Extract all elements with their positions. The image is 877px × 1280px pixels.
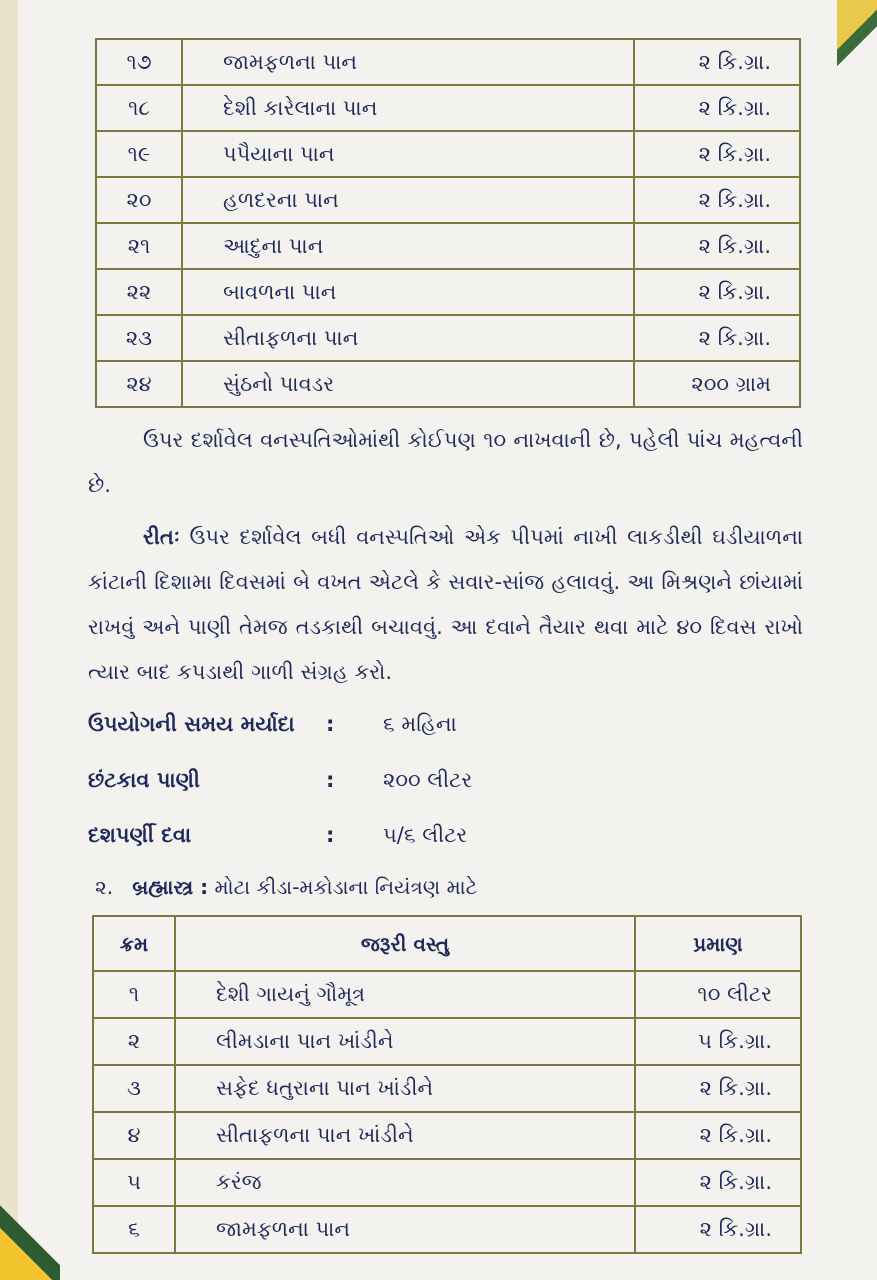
serial-cell: ૩	[93, 1065, 175, 1112]
method-text: ઉપર દર્શાવેલ બધી વનસ્પતિઓ એક પીપમાં નાખી લાકડીથી ઘડીયાળના કાંટાની દિશામા દિવસમાં બે વખત એટલે કે સવાર-સાંજ હલાવવું. આ મિશ્રણને છાંયામાં રાખવું અને પાણી તેમજ તડકાથી બચાવવું. આ દવાને તૈયાર થવા માટે ૪૦ દિવસ રાખો ત્યાર બાદ કપડાથી ગાળી સંગ્રહ કરો.	[88, 525, 803, 684]
table-row	[96, 361, 800, 407]
quantity-cell: ૨ કિ.ગ્રા.	[634, 223, 800, 269]
quantity-cell: ૨ કિ.ગ્રા.	[634, 131, 800, 177]
meta-colon: :	[326, 823, 335, 847]
meta-colon: :	[326, 712, 335, 736]
table-row	[93, 1065, 801, 1112]
serial-cell: ૨૦	[96, 177, 182, 223]
method-paragraph	[88, 515, 803, 695]
table-row	[96, 131, 800, 177]
meta-value: ૫/૬ લીટર	[383, 823, 468, 847]
meta-colon: :	[326, 768, 335, 792]
section-title: બ્રહ્માસ્ત્ર :	[132, 875, 209, 899]
serial-cell: ૨૧	[96, 223, 182, 269]
quantity-cell: ૨ કિ.ગ્રા.	[634, 39, 800, 85]
item-cell: આદુના પાન	[182, 223, 634, 269]
table-row	[96, 315, 800, 361]
item-cell: સફેદ ધતુરાના પાન ખાંડીને	[175, 1065, 635, 1112]
serial-cell: ૧૮	[96, 85, 182, 131]
item-cell: લીમડાના પાન ખાંડીને	[175, 1018, 635, 1065]
quantity-cell: ૨ કિ.ગ્રા.	[634, 269, 800, 315]
selection-note: ઉપર દર્શાવેલ વનસ્પતિઓમાંથી કોઈપણ ૧૦ નાખવાની છે, પહેલી પાંચ મહત્વની છે.	[88, 428, 803, 497]
quantity-cell: ૧૦ લીટર	[635, 971, 801, 1018]
quantity-cell: ૨ કિ.ગ્રા.	[635, 1065, 801, 1112]
item-cell: હળદરના પાન	[182, 177, 634, 223]
table-row	[93, 971, 801, 1018]
quantity-cell: ૫ કિ.ગ્રા.	[635, 1018, 801, 1065]
meta-value: ૨૦૦ લીટર	[383, 768, 473, 792]
item-cell: કરંજ	[175, 1159, 635, 1206]
meta-value: ૬ મહિના	[383, 712, 457, 736]
table-row	[96, 269, 800, 315]
serial-cell: ૨	[93, 1018, 175, 1065]
quantity-cell: ૨ કિ.ગ્રા.	[635, 1159, 801, 1206]
column-header-quantity: પ્રમાણ	[635, 916, 801, 971]
page-corner-decoration-bottom	[0, 1190, 60, 1280]
item-cell: જામફળના પાન	[175, 1206, 635, 1253]
item-cell: દેશી ગાયનું ગૌમૂત્ર	[175, 971, 635, 1018]
column-header-item: જરૂરી વસ્તુ	[175, 916, 635, 971]
table-row	[96, 85, 800, 131]
quantity-cell: ૨ કિ.ગ્રા.	[635, 1112, 801, 1159]
quantity-cell: ૨ કિ.ગ્રા.	[635, 1206, 801, 1253]
item-cell: સીતાફળના પાન	[182, 315, 634, 361]
ingredients-table-continued	[95, 38, 801, 408]
brahmastra-ingredients-table	[92, 915, 802, 1254]
item-cell: પપૈયાના પાન	[182, 131, 634, 177]
column-header-serial: ક્રમ	[93, 916, 175, 971]
meta-label: દશપર્ણી દવા	[88, 823, 192, 847]
serial-cell: ૧૯	[96, 131, 182, 177]
section-number: ૨.	[95, 875, 114, 899]
item-cell: બાવળના પાન	[182, 269, 634, 315]
table-row	[93, 1112, 801, 1159]
meta-label: છંટકાવ પાણી	[88, 768, 200, 792]
serial-cell: ૨૪	[96, 361, 182, 407]
quantity-cell: ૨ કિ.ગ્રા.	[634, 177, 800, 223]
table-row	[93, 1159, 801, 1206]
meta-label: ઉપયોગની સમય મર્યાદા	[88, 712, 295, 736]
method-label: રીતઃ	[143, 525, 180, 549]
section-subtitle: મોટા કીડા-મકોડાના નિયંત્રણ માટે	[214, 875, 478, 899]
table-row	[96, 39, 800, 85]
table-row	[93, 1206, 801, 1253]
item-cell: સીતાફળના પાન ખાંડીને	[175, 1112, 635, 1159]
serial-cell: ૪	[93, 1112, 175, 1159]
serial-cell: ૫	[93, 1159, 175, 1206]
quantity-cell: ૨૦૦ ગ્રામ	[634, 361, 800, 407]
section-heading	[95, 875, 477, 899]
serial-cell: ૬	[93, 1206, 175, 1253]
serial-cell: ૨૨	[96, 269, 182, 315]
serial-cell: ૧૭	[96, 39, 182, 85]
table-header-row	[93, 916, 801, 971]
table-row	[96, 177, 800, 223]
table-row	[96, 223, 800, 269]
item-cell: દેશી કારેલાના પાન	[182, 85, 634, 131]
quantity-cell: ૨ કિ.ગ્રા.	[634, 85, 800, 131]
page-corner-decoration	[837, 0, 877, 70]
item-cell: સુંઠનો પાવડર	[182, 361, 634, 407]
serial-cell: ૨૩	[96, 315, 182, 361]
table-row	[93, 1018, 801, 1065]
item-cell: જામફળના પાન	[182, 39, 634, 85]
serial-cell: ૧	[93, 971, 175, 1018]
quantity-cell: ૨ કિ.ગ્રા.	[634, 315, 800, 361]
